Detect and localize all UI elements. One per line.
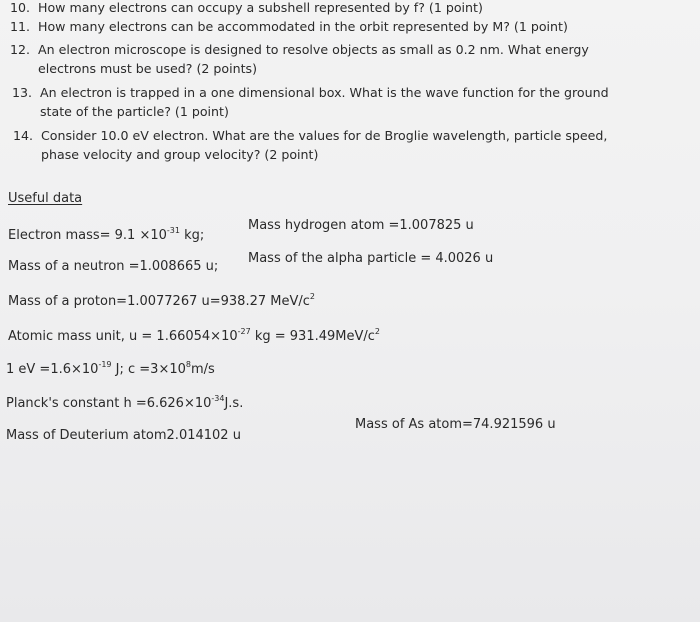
question-text-continued: electrons must be used? (2 points): [38, 61, 258, 76]
question-text: An electron is trapped in a one dimensional box. What is the wave function for the ground: [40, 85, 609, 100]
ev-and-speed-of-light: [6, 360, 215, 377]
mass-hydrogen: Mass hydrogen atom =1.007825 u: [248, 218, 474, 233]
useful-data-heading: Useful data: [8, 191, 83, 206]
question-number: 11.: [10, 19, 31, 34]
question-text: An electron microscope is designed to resolve objects as small as 0.2 nm. What energy: [38, 42, 589, 57]
mass-proton-value: Mass of a proton=1.0077267 u=938.27 MeV/c: [8, 294, 310, 309]
amu-value: Atomic mass unit, u = 1.66054×10: [8, 329, 238, 344]
amu-energy: kg = 931.49MeV/c: [250, 329, 375, 344]
electron-mass-value: Electron mass= 9.1 ×10: [8, 228, 167, 243]
planck-constant: [6, 394, 243, 411]
speed-of-light-value: J; c =3×10: [111, 362, 186, 377]
ev-value: 1 eV =1.6×10: [6, 362, 99, 377]
planck-exponent: -34: [211, 394, 225, 403]
amu-energy-exponent: 2: [374, 327, 380, 336]
mass-alpha: Mass of the alpha particle = 4.0026 u: [248, 251, 494, 266]
mass-deuterium: Mass of Deuterium atom2.014102 u: [6, 428, 241, 443]
planck-unit: J.s.: [224, 396, 244, 411]
electron-mass: [8, 226, 204, 243]
question-number: 12.: [10, 42, 31, 57]
question-text: How many electrons can be accommodated in the orbit represented by M? (1 point): [38, 19, 568, 34]
electron-mass-unit: kg;: [179, 228, 205, 243]
mass-neutron: Mass of a neutron =1.008665 u;: [8, 259, 219, 274]
ev-exponent: -19: [98, 360, 112, 369]
electron-mass-exponent: -31: [166, 226, 180, 235]
question-text: How many electrons can occupy a subshell represented by f? (1 point): [38, 0, 483, 15]
question-number: 13.: [12, 85, 33, 100]
mass-proton: [8, 292, 315, 309]
question-number: 10.: [10, 0, 31, 15]
mass-proton-exponent: 2: [309, 292, 315, 301]
atomic-mass-unit: [8, 327, 380, 344]
mass-arsenic: Mass of As atom=74.921596 u: [355, 417, 556, 432]
speed-of-light-exponent: 8: [185, 360, 191, 369]
question-text-continued: state of the particle? (1 point): [40, 104, 229, 119]
question-text: Consider 10.0 eV electron. What are the values for de Broglie wavelength, particle speed,: [41, 128, 608, 143]
planck-value: Planck's constant h =6.626×10: [6, 396, 212, 411]
question-number: 14.: [13, 128, 34, 143]
speed-of-light-unit: m/s: [190, 362, 215, 377]
question-text-continued: phase velocity and group velocity? (2 point): [41, 147, 319, 162]
amu-exponent: -27: [237, 327, 251, 336]
